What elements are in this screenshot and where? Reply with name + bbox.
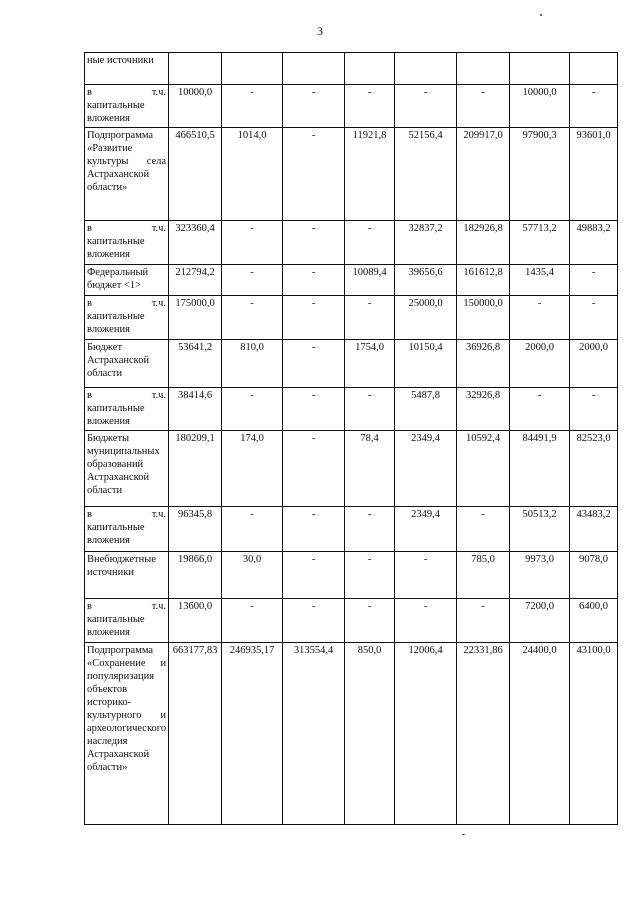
cell-year-3: -: [345, 221, 395, 265]
cell-year-6: 2000,0: [510, 340, 570, 388]
cell-total: 663177,83: [169, 643, 222, 825]
cell-year-1: -: [222, 507, 283, 552]
table-row: [85, 507, 618, 552]
cell-year-1: -: [222, 599, 283, 643]
cell-year-5: 22331,86: [457, 643, 510, 825]
row-label: в т.ч. капитальные вложения: [85, 507, 169, 552]
row-label: Подпрограмма «Развитие культуры села Астраханской области»: [85, 128, 169, 221]
cell-total: 323360,4: [169, 221, 222, 265]
cell-year-4: 5487,8: [395, 388, 457, 431]
cell-year-6: 7200,0: [510, 599, 570, 643]
cell-total: [169, 53, 222, 85]
cell-total: 19866,0: [169, 552, 222, 599]
row-label: Федеральный бюджет <1>: [85, 265, 169, 296]
cell-year-3: -: [345, 552, 395, 599]
cell-year-5: [457, 53, 510, 85]
cell-total: 212794,2: [169, 265, 222, 296]
cell-year-4: 2349,4: [395, 431, 457, 507]
cell-total: 10000,0: [169, 85, 222, 128]
cell-year-7: 2000,0: [570, 340, 618, 388]
row-label: Внебюджетные источники: [85, 552, 169, 599]
cell-year-1: 30,0: [222, 552, 283, 599]
cell-year-2: -: [283, 507, 345, 552]
cell-year-3: -: [345, 296, 395, 340]
cell-year-7: 43100,0: [570, 643, 618, 825]
cell-year-7: -: [570, 296, 618, 340]
cell-year-7: -: [570, 265, 618, 296]
cell-year-6: -: [510, 388, 570, 431]
cell-year-5: -: [457, 599, 510, 643]
cell-year-2: -: [283, 265, 345, 296]
row-label: в т.ч. капитальные вложения: [85, 221, 169, 265]
row-label: Подпрограмма «Сохранение и популяризация объектов историко-культурного и археологического наследия Астраханской области»: [85, 643, 169, 825]
table-row: [85, 85, 618, 128]
cell-total: 175000,0: [169, 296, 222, 340]
scan-speck: [462, 834, 465, 835]
cell-year-2: -: [283, 599, 345, 643]
row-label: в т.ч. капитальные вложения: [85, 85, 169, 128]
cell-year-7: 6400,0: [570, 599, 618, 643]
cell-year-6: 10000,0: [510, 85, 570, 128]
cell-year-4: -: [395, 599, 457, 643]
cell-year-2: 313554,4: [283, 643, 345, 825]
cell-total: 96345,8: [169, 507, 222, 552]
cell-year-2: -: [283, 221, 345, 265]
cell-year-2: -: [283, 296, 345, 340]
cell-year-3: 78,4: [345, 431, 395, 507]
cell-year-4: 32837,2: [395, 221, 457, 265]
cell-year-3: -: [345, 85, 395, 128]
cell-year-1: 174,0: [222, 431, 283, 507]
cell-year-6: 1435,4: [510, 265, 570, 296]
cell-year-1: -: [222, 221, 283, 265]
scan-speck: [540, 14, 542, 16]
cell-year-7: 9078,0: [570, 552, 618, 599]
cell-year-3: 10089,4: [345, 265, 395, 296]
cell-year-3: 1754,0: [345, 340, 395, 388]
cell-year-1: -: [222, 265, 283, 296]
cell-year-5: 785,0: [457, 552, 510, 599]
row-label: в т.ч. капитальные вложения: [85, 296, 169, 340]
cell-year-1: -: [222, 296, 283, 340]
cell-year-4: -: [395, 552, 457, 599]
cell-year-2: -: [283, 552, 345, 599]
cell-year-3: 11921,8: [345, 128, 395, 221]
row-label: ные источники: [85, 53, 169, 85]
cell-year-7: 49883,2: [570, 221, 618, 265]
cell-year-5: 150000,0: [457, 296, 510, 340]
table-row: [85, 128, 618, 221]
cell-year-7: -: [570, 388, 618, 431]
cell-year-4: 25000,0: [395, 296, 457, 340]
table-row: [85, 53, 618, 85]
cell-year-3: [345, 53, 395, 85]
table-row: [85, 599, 618, 643]
cell-year-7: 82523,0: [570, 431, 618, 507]
table-row: [85, 265, 618, 296]
cell-year-6: 50513,2: [510, 507, 570, 552]
cell-total: 53641,2: [169, 340, 222, 388]
cell-year-2: -: [283, 128, 345, 221]
cell-total: 180209,1: [169, 431, 222, 507]
cell-year-5: -: [457, 85, 510, 128]
cell-total: 466510,5: [169, 128, 222, 221]
cell-year-4: 12006,4: [395, 643, 457, 825]
cell-year-5: 36926,8: [457, 340, 510, 388]
cell-year-6: [510, 53, 570, 85]
table-row: [85, 340, 618, 388]
table-row: [85, 431, 618, 507]
row-label: Бюджеты муниципальных образований Астраханской области: [85, 431, 169, 507]
cell-year-4: [395, 53, 457, 85]
cell-year-1: -: [222, 85, 283, 128]
table-row: [85, 388, 618, 431]
cell-year-6: 57713,2: [510, 221, 570, 265]
cell-year-5: -: [457, 507, 510, 552]
cell-year-4: 52156,4: [395, 128, 457, 221]
cell-year-5: 10592,4: [457, 431, 510, 507]
cell-year-7: 43483,2: [570, 507, 618, 552]
table-row: [85, 643, 618, 825]
cell-year-4: 39656,6: [395, 265, 457, 296]
cell-year-6: 97900,3: [510, 128, 570, 221]
cell-year-3: -: [345, 507, 395, 552]
cell-year-4: -: [395, 85, 457, 128]
cell-year-5: 161612,8: [457, 265, 510, 296]
cell-year-2: -: [283, 431, 345, 507]
page-number: 3: [317, 24, 323, 38]
cell-total: 38414,6: [169, 388, 222, 431]
cell-year-5: 32926,8: [457, 388, 510, 431]
cell-year-3: -: [345, 388, 395, 431]
cell-year-4: 10150,4: [395, 340, 457, 388]
cell-year-5: 209917,0: [457, 128, 510, 221]
cell-total: 13600,0: [169, 599, 222, 643]
table-row: [85, 221, 618, 265]
cell-year-2: -: [283, 85, 345, 128]
cell-year-6: 84491,9: [510, 431, 570, 507]
row-label: в т.ч. капитальные вложения: [85, 388, 169, 431]
cell-year-6: 9973,0: [510, 552, 570, 599]
cell-year-4: 2349,4: [395, 507, 457, 552]
row-label: в т.ч. капитальные вложения: [85, 599, 169, 643]
budget-table: [84, 52, 618, 825]
cell-year-3: 850,0: [345, 643, 395, 825]
cell-year-1: 246935,17: [222, 643, 283, 825]
cell-year-7: [570, 53, 618, 85]
cell-year-2: [283, 53, 345, 85]
table-row: [85, 296, 618, 340]
cell-year-1: [222, 53, 283, 85]
cell-year-7: -: [570, 85, 618, 128]
cell-year-6: -: [510, 296, 570, 340]
cell-year-3: -: [345, 599, 395, 643]
cell-year-1: 810,0: [222, 340, 283, 388]
row-label: Бюджет Астраханской области: [85, 340, 169, 388]
cell-year-7: 93601,0: [570, 128, 618, 221]
cell-year-6: 24400,0: [510, 643, 570, 825]
table-row: [85, 552, 618, 599]
cell-year-2: -: [283, 340, 345, 388]
cell-year-5: 182926,8: [457, 221, 510, 265]
cell-year-1: 1014,0: [222, 128, 283, 221]
cell-year-2: -: [283, 388, 345, 431]
cell-year-1: -: [222, 388, 283, 431]
